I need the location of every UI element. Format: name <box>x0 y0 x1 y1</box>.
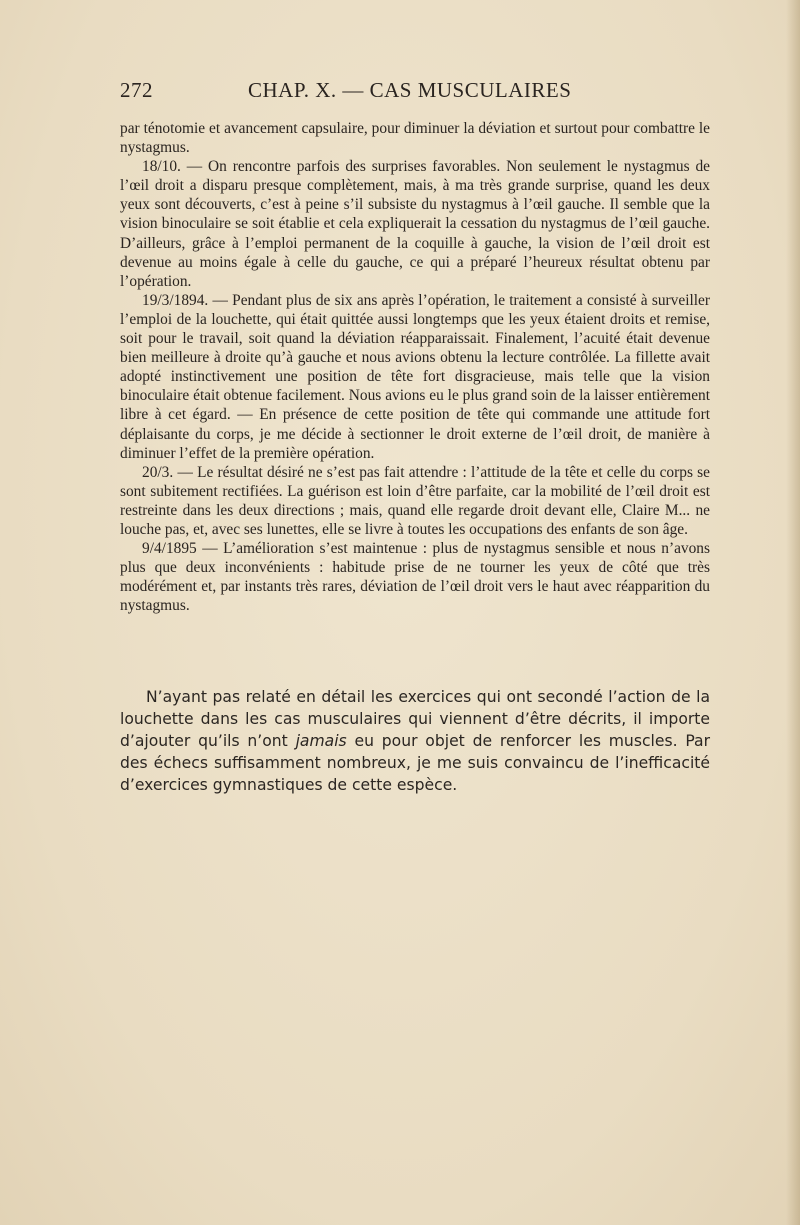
case-notes <box>120 119 710 615</box>
page-edge-shadow <box>786 0 800 1225</box>
commentary-italic-word: jamais <box>295 732 347 750</box>
case-note-entry: 18/10. — On rencontre parfois des surprises favorables. Non seulement le nystagmus de l’œil droit a disparu presque complètement, mais, à ma très grande surprise, quand les deux yeux sont découverts, c’est à peine s’il subsiste du nystagmus à l’œil gauche. Il semble que la vision binoculaire se soit établie et cela expliquerait la cessation du nystagmus de l’œil gauche. D’ailleurs, grâce à l’emploi permanent de la coquille à gauche, la vision de l’œil droit est devenue au moins égale à celle du gauche, ce qui a préparé l’heureux résultat obtenu par l’opération. <box>120 158 710 290</box>
commentary-text <box>120 686 710 796</box>
commentary-after-italic: eu pour objet de renforcer les muscles. Par des échecs suffisamment nombreux, je me suis convaincu de l’inefficacité d’exercices gymnastiques de cette espèce. <box>120 732 710 794</box>
page-number: 272 <box>120 78 153 102</box>
commentary-paragraph <box>120 686 710 796</box>
case-note-entry: 19/3/1894. — Pendant plus de six ans après l’opération, le traitement a consisté à surveiller l’emploi de la louchette, qui était quittée aussi longtemps que les yeux étaient droits et remise, soit pour le travail, soit quand la déviation réapparaissait. Finalement, l’acuité était devenue bien meilleure à droite qu’à gauche et nous avions obtenu la lecture contrôlée. La fillette avait adopté instinctivement une position de tête fort disgracieuse, mais telle que la vision binoculaire était obtenue facilement. Nous avions eu le plus grand soin de la laisser entièrement libre à cet égard. — En présence de cette position de tête qui commande une attitude fort déplaisante du corps, je me décide à sectionner le droit externe de l’œil droit, de manière à diminuer l’effet de la première opération. <box>120 291 710 462</box>
case-note-entry: 9/4/1895 — L’amélioration s’est maintenue : plus de nystagmus sensible et nous n’avons plus que deux inconvénients : habitude prise de ne tourner les yeux de côté que très modérément et, par instants très rares, déviation de l’œil droit vers le haut avec réapparition du nystagmus. <box>120 540 710 615</box>
commentary-before-italic: N’ayant pas relaté en détail les exercices qui ont secondé l’action de la louchette dans les cas musculaires qui viennent d’être décrits, il importe d’ajouter qu’ils n’ont <box>120 688 710 750</box>
running-title: CHAP. X. — CAS MUSCULAIRES <box>248 78 572 102</box>
page-header <box>120 78 710 108</box>
case-note-entry: 20/3. — Le résultat désiré ne s’est pas fait attendre : l’attitude de la tête et celle du corps se sont subitement rectifiées. La guérison est loin d’être parfaite, car la mobilité de l’œil droit est restreinte dans les deux directions ; mais, quand elle regarde droit devant elle, Claire M... ne louche pas, et, avec ses lunettes, elle se livre à toutes les occupations des enfants de son âge. <box>120 463 710 538</box>
case-note-continuation: par ténotomie et avancement capsulaire, pour diminuer la déviation et surtout pour combattre le nystagmus. <box>120 120 710 157</box>
